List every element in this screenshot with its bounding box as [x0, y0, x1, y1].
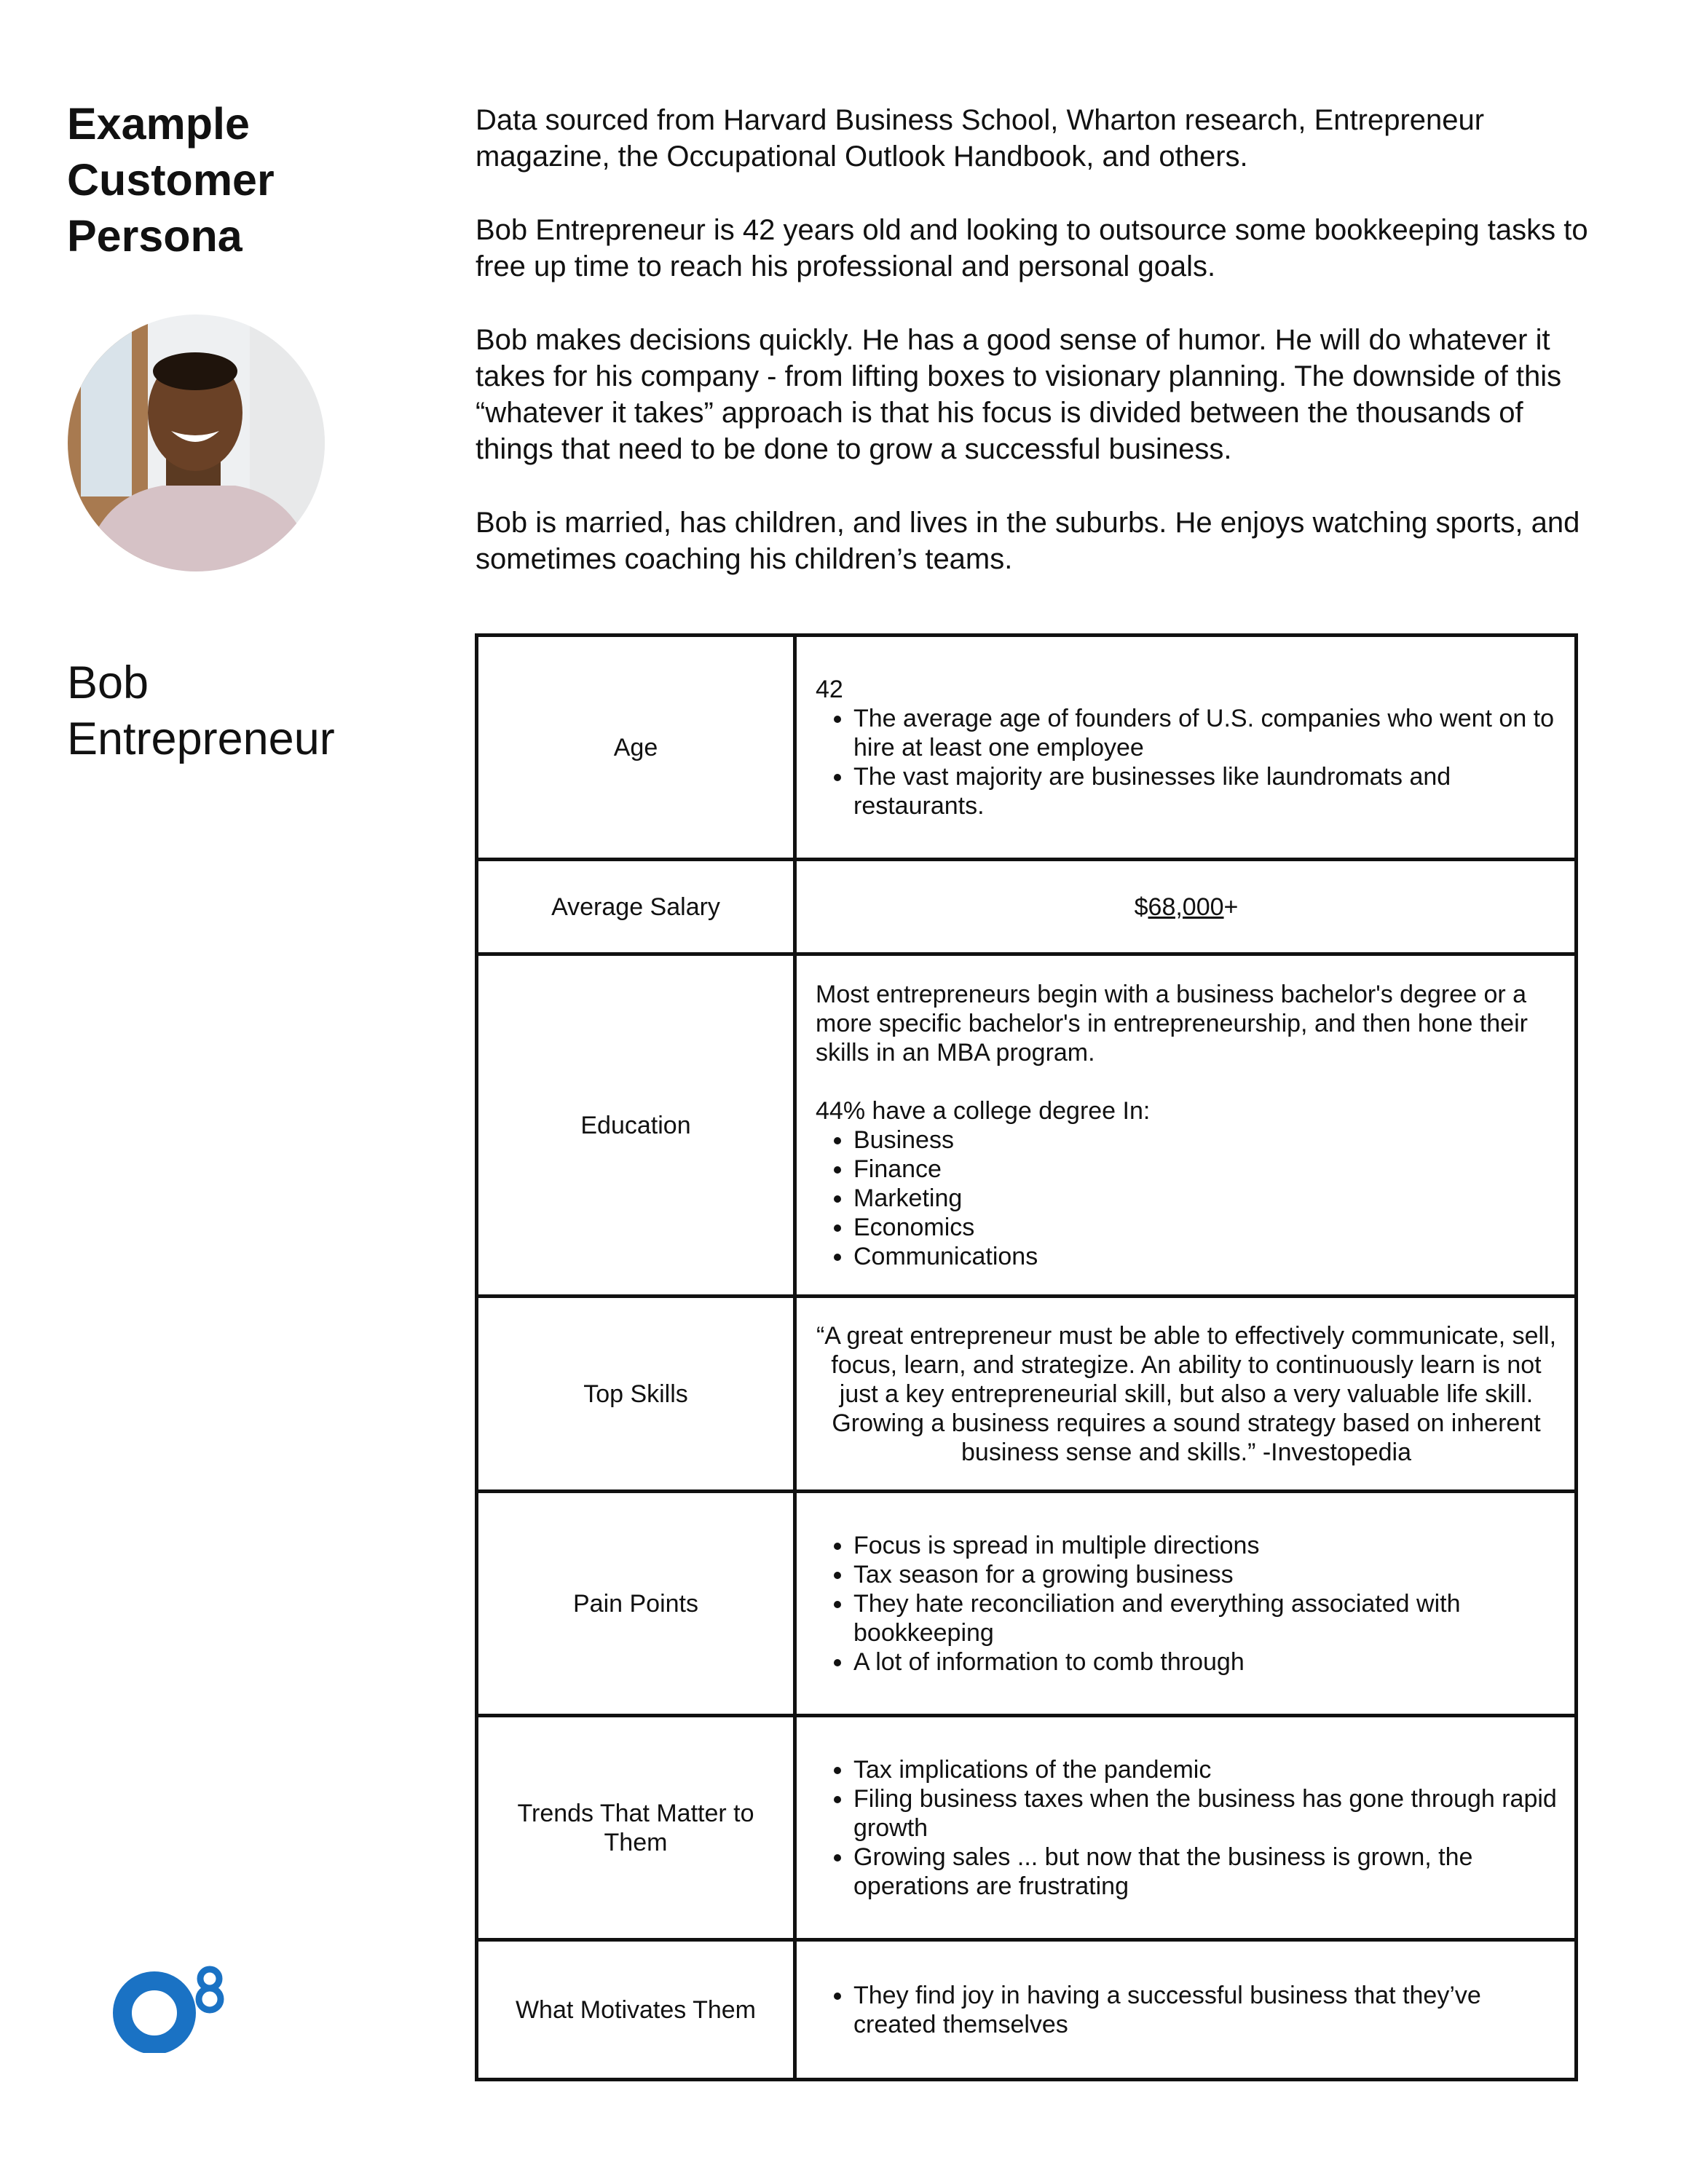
o8-logo-icon — [109, 1958, 233, 2053]
salary-prefix: $ — [1134, 893, 1148, 921]
intro-paragraph: Bob Entrepreneur is 42 years old and looking to outsource some bookkeeping tasks to free up time to reach his professional and personal goals. — [476, 214, 1588, 282]
motivation-bullets — [816, 1981, 1557, 2039]
list-item: • Communications — [853, 1242, 1557, 1271]
list-item: • They hate reconciliation and everything associated with bookkeeping — [853, 1589, 1557, 1647]
list-item: • Marketing — [853, 1184, 1557, 1213]
page-title — [67, 96, 446, 264]
row-label: Pain Points — [477, 1492, 795, 1716]
row-label: Age — [477, 636, 795, 860]
row-label: Top Skills — [477, 1297, 795, 1492]
intro-paragraph: Bob makes decisions quickly. He has a good sense of humor. He will do whatever it takes for his company - from lifting boxes to visionary planning. The downside of this “whatever it takes” approach is that his focus is divided between the thousands of things that need to be done to grow a successful business. — [476, 324, 1562, 465]
persona-name — [67, 655, 446, 767]
row-label: Education — [477, 954, 795, 1297]
table-row-education — [477, 954, 1577, 1297]
pain-points-bullets — [816, 1531, 1557, 1677]
age-value: 42 — [816, 675, 843, 703]
skills-quote: “A great entrepreneur must be able to effectively communicate, sell, focus, learn, and strategize. An ability to continuously learn is not just a key entrepreneurial skill, but also a very valuable life skill. Growing a business requires a sound strategy based on inherent business sense and skills.” -Investopedia — [816, 1321, 1557, 1466]
education-stat: 44% have a college degree In: — [816, 1096, 1151, 1125]
age-bullets — [816, 704, 1557, 820]
salary-suffix: + — [1223, 893, 1239, 921]
list-item: • Economics — [853, 1213, 1557, 1242]
table-row-pain-points — [477, 1492, 1577, 1716]
title-line: Example — [67, 99, 250, 149]
list-item: • The average age of founders of U.S. companies who went on to hire at least one employee — [853, 704, 1557, 762]
list-item: • A lot of information to comb through — [853, 1647, 1557, 1677]
row-value — [795, 1492, 1577, 1716]
brand-logo — [109, 1958, 233, 2053]
persona-photo — [68, 314, 325, 571]
trends-bullets — [816, 1755, 1557, 1901]
row-value — [795, 860, 1577, 954]
list-item: • Tax season for a growing business — [853, 1560, 1557, 1589]
education-intro: Most entrepreneurs begin with a business bachelor's degree or a more specific bachelor's in entrepreneurship, and then hone their skills in an MBA program. — [816, 980, 1528, 1067]
title-line: Persona — [67, 211, 242, 261]
list-item: • The vast majority are businesses like laundromats and restaurants. — [853, 762, 1557, 820]
education-bullets — [816, 1125, 1557, 1271]
table-row-motivation — [477, 1940, 1577, 2080]
list-item: • Focus is spread in multiple directions — [853, 1531, 1557, 1560]
list-item: • Filing business taxes when the business has gone through rapid growth — [853, 1784, 1557, 1843]
intro-text — [476, 102, 1597, 614]
list-item: • They find joy in having a successful business that they’ve created themselves — [853, 1981, 1557, 2039]
persona-name-line: Bob — [67, 657, 149, 708]
intro-paragraph: Data sourced from Harvard Business School, Wharton research, Entrepreneur magazine, the Occupational Outlook Handbook, and others. — [476, 104, 1485, 173]
row-label: Average Salary — [477, 860, 795, 954]
list-item: • Business — [853, 1125, 1557, 1155]
list-item: • Finance — [853, 1155, 1557, 1184]
person-photo-icon — [68, 314, 325, 571]
title-line: Customer — [67, 155, 275, 205]
table-row-skills — [477, 1297, 1577, 1492]
row-value — [795, 1716, 1577, 1940]
row-value — [795, 1297, 1577, 1492]
row-value — [795, 636, 1577, 860]
table-row-salary — [477, 860, 1577, 954]
spacer — [816, 1067, 1557, 1096]
row-label: What Motivates Them — [477, 1940, 795, 2080]
intro-paragraph: Bob is married, has children, and lives in the suburbs. He enjoys watching sports, and sometimes coaching his children’s teams. — [476, 507, 1580, 575]
list-item: • Growing sales ... but now that the business is grown, the operations are frustrating — [853, 1843, 1557, 1901]
persona-table — [475, 633, 1578, 2081]
persona-name-line: Entrepreneur — [67, 713, 335, 764]
table-row-trends — [477, 1716, 1577, 1940]
table-row-age — [477, 636, 1577, 860]
row-label: Trends That Matter to Them — [477, 1716, 795, 1940]
salary-link[interactable]: 68,000 — [1148, 893, 1224, 921]
row-value — [795, 954, 1577, 1297]
list-item: • Tax implications of the pandemic — [853, 1755, 1557, 1784]
row-value — [795, 1940, 1577, 2080]
